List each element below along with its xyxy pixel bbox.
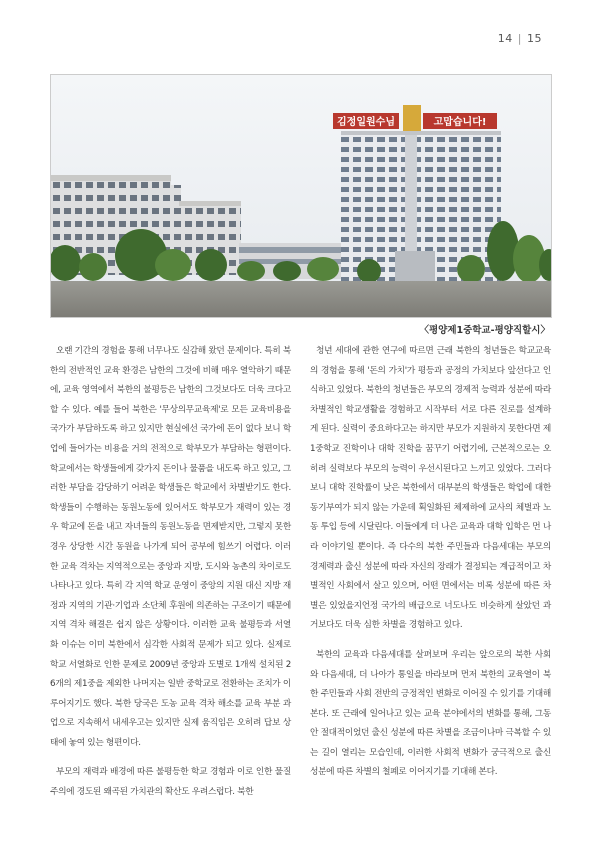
right-paragraph-2: 북한의 교육과 다음세대를 살펴보며 우리는 앞으로의 북한 사회와 다음세대, 더 나아가 통일을 바라보며 먼저 북한의 교육열이 북한 주민들과 사회 전반의 긍정적인 변화로 이어질 수 있기를 기대해 본다. 또 근래에 일어나고 있는 교육 분야에서의 변화를 통해, 그동안 절대적이었던 출신 성분에 따른 차별을 조금이나마 극복할 수 있는 길이 열리는 모습인데, 이러한 사회적 변화가 궁극적으로 출신 성분에 따른 차별의 철폐로 이어지기를 기대해 본다.	[310, 649, 551, 778]
photo-caption: 〈평양제1중학교-평양직할시〉	[419, 325, 550, 336]
page-number-separator: |	[517, 32, 522, 45]
page-number	[498, 32, 542, 45]
sign-text-right: 고맙습니다!	[433, 117, 487, 128]
page-number-left: 14	[497, 32, 513, 45]
left-paragraph-1: 오랜 기간의 경험을 통해 너무나도 실감해 왔던 문제이다. 특히 북한의 전반적인 교육 환경은 남한의 그것에 비해 매우 열악하기 때문에, 교육 영역에서 북한의 불평등은 남한의 그것보다도 더욱 크다고 할 수 있다. 예를 들어 북한은 '무상의무교육제'로 모든 교육비용을 국가가 부담하도록 하고 있지만 현실에선 국가에 돈이 없다 보니 학업에 들어가는 비용을 거의 전적으로 학부모가 부담하는 형편이다. 학교에서는 학생들에게 갖가지 돈이나 물품을 내도록 하고 있고, 그러한 부담을 감당하기 어려운 학생들은 학교에서 차별받기도 한다. 학생들이 수행하는 동원노동에 있어서도 학부모가 재력이 있는 경우 학교에 돈을 내고 자녀들의 동원노동을 면제받지만, 그렇지 못한 경우 상당한 시간 동원을 나가게 되어 공부에 힘쓰기 어렵다. 이러한 교육 격차는 지역적으로는 중앙과 지방, 도시와 농촌의 차이로도 나타나고 있다. 특히 각 지역 학교 운영이 중앙의 지원 대신 지방 재정과 지역의 기관·기업과 소단체 후원에 의존하는 구조이기 때문에 지역 격차 해결은 쉽지 않은 상황이다. 이러한 교육 불평등과 서열화 이슈는 이미 북한에서 심각한 사회적 문제가 되고 있다. 실제로 학교 서열화로 인한 문제로 2009년 중앙과 도별로 1개씩 설치된 26개의 제1중을 제외한 나머지는 일반 중학교로 전환하는 조치가 이루어지기도 했다. 북한 당국은 도농 교육 격차 해소를 교육 부분 과업으로 지속해서 내세우고는 있지만 실제 움직임은 오히려 답보 상태에 놓여 있는 형편이다.	[50, 346, 292, 748]
left-column	[50, 342, 291, 803]
right-paragraph-1: 청년 세대에 관한 연구에 따르면 근래 북한의 청년들은 학교교육의 경험을 통해 '돈의 가치'가 평등과 공정의 가치보다 앞선다고 인식하고 있었다. 북한의 청년들은 부모의 경제적 능력과 성분에 따라 차별적인 학교생활을 경험하고 시작부터 서로 다른 진로를 설계하게 된다. 실력이 중요하다고는 하지만 부모가 지원하지 못한다면 제1중학교 진학이나 대학 진학을 꿈꾸기 어렵기에, 근본적으로는 오히려 실력보다 부모의 능력이 우선시된다고 느끼고 있었다. 그러다 보니 대학 진학률이 낮은 북한에서 대부분의 학생들은 학업에 대한 동기부여가 되지 않는 가운데 획일화된 체제하에 교사의 체벌과 노동 투입 등에 시달린다. 이들에게 더 나은 교육과 대학 입학은 먼 나라 이야기일 뿐이다. 즉 다수의 북한 주민들과 다음세대는 부모의 경제력과 출신 성분에 따라 자신의 장래가 결정되는 계급적이고 차별적인 사회에서 살고 있으며, 어떤 면에서는 비록 성분에 따른 차별은 있었을지언정 국가의 배급으로 너도나도 비슷하게 살았던 과거보다도 더욱 심한 차별을 경험하고 있다.	[310, 346, 551, 631]
page-number-right: 15	[527, 32, 542, 45]
right-column	[310, 342, 551, 783]
school-photo-illustration	[51, 75, 551, 317]
left-paragraph-2: 부모의 재력과 배경에 따른 불평등한 학교 경험과 이로 인한 물질주의에 경도된 왜곡된 가치관의 확산도 우려스럽다. 북한	[50, 767, 291, 798]
sign-text-left: 김정일원수님	[337, 117, 395, 128]
schoolyard	[51, 281, 551, 317]
school-photo	[50, 74, 552, 318]
